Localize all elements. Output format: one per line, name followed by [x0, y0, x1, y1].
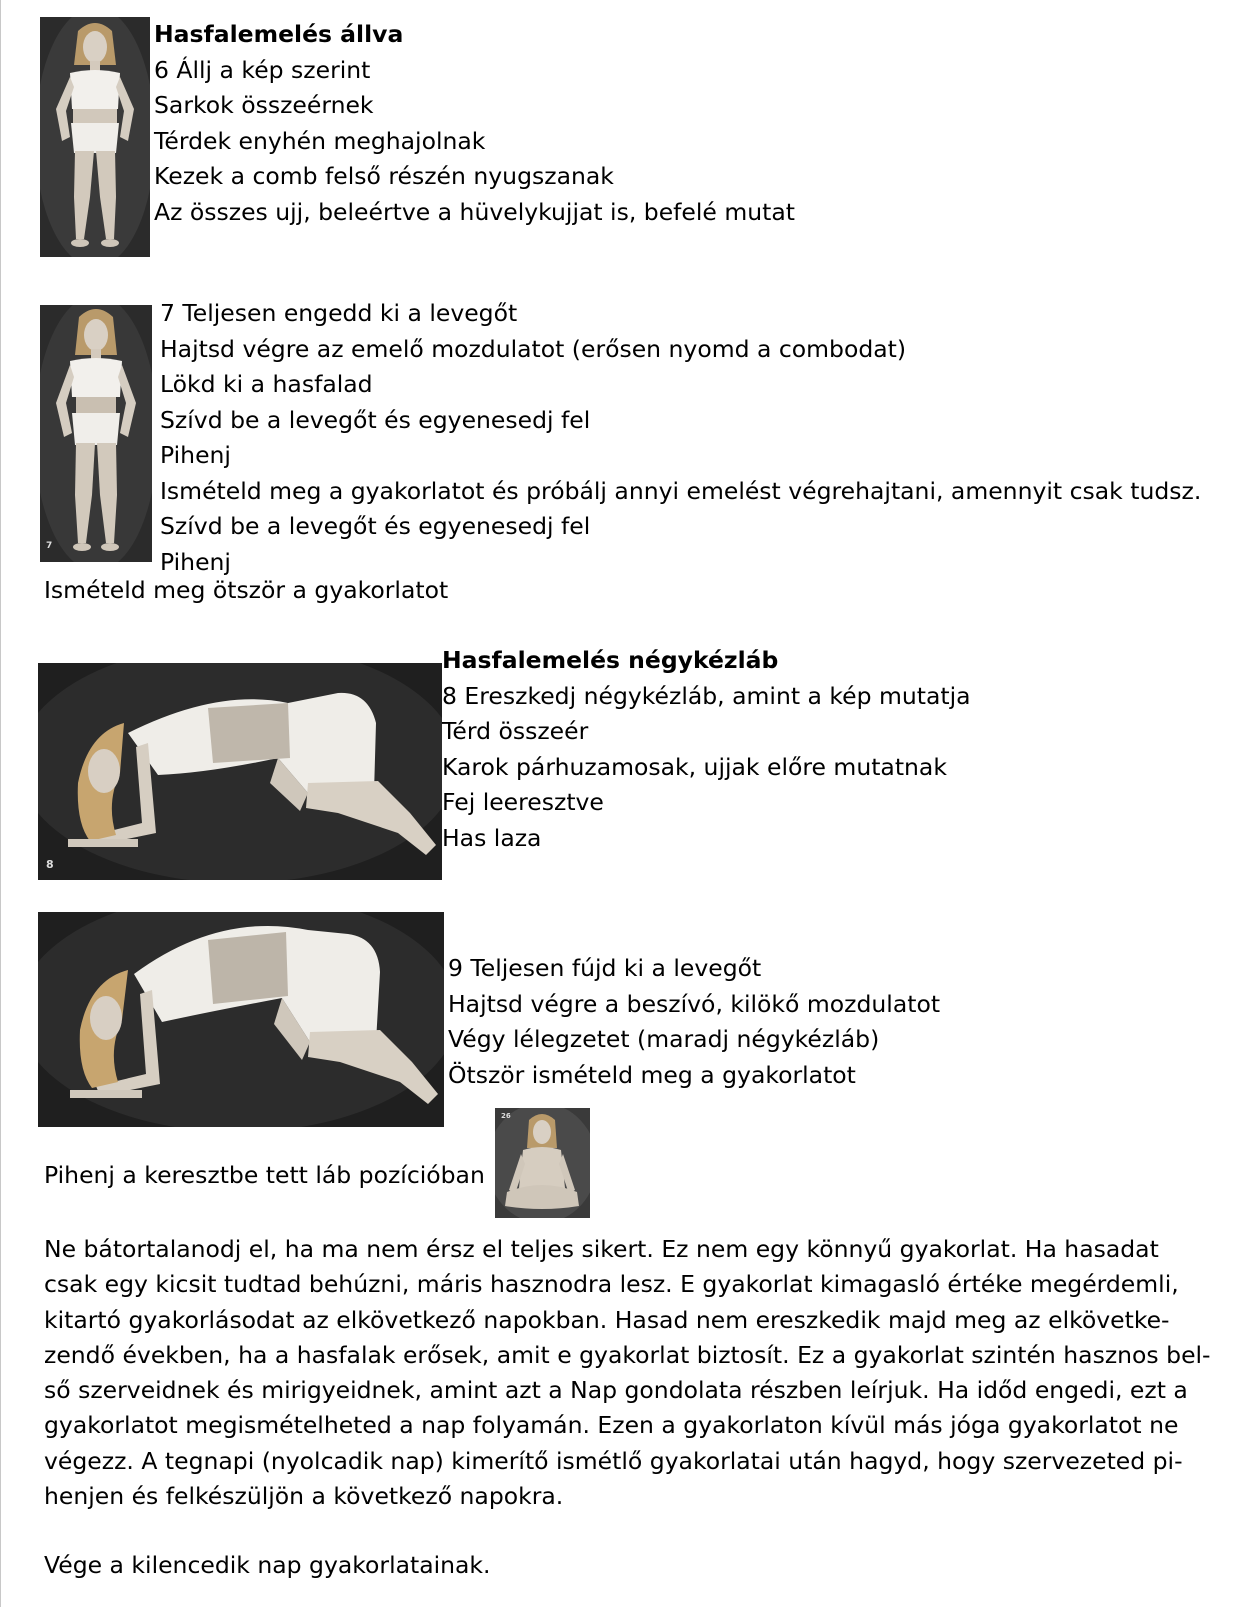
paragraph-line: henjen és felkészüljön a következő napokra. — [44, 1482, 564, 1511]
photo-standing-lift-7 — [40, 305, 152, 562]
instruction-line: Ismételd meg a gyakorlatot és próbálj annyi emelést végrehajtani, amennyit csak tudsz. — [160, 476, 1202, 505]
paragraph-line: csak egy kicsit tudtad behúzni, máris hasznodra lesz. E gyakorlat kimagasló értéke megérdemli, — [44, 1270, 1179, 1299]
section-breath-steps — [448, 951, 940, 1093]
paragraph-line: gyakorlatot megismételheted a nap folyamán. Ezen a gyakorlaton kívül más jóga gyakorlatot ne — [44, 1411, 1179, 1440]
photo-number-label: 26 — [501, 1112, 511, 1120]
instruction-line: Hajtsd végre az emelő mozdulatot (erősen nyomd a combodat) — [160, 334, 907, 363]
instruction-line: Pihenj — [160, 547, 231, 576]
instruction-line: Térdek enyhén meghajolnak — [154, 126, 486, 155]
photo-standing-pose-6 — [40, 17, 150, 257]
instruction-line: Szívd be a levegőt és egyenesedj fel — [160, 512, 591, 540]
instruction-line: 8 Ereszkedj négykézláb, amint a kép mutatja — [442, 681, 971, 710]
instruction-line: Pihenj — [160, 441, 231, 469]
all-fours-arched-figure-illustration — [38, 912, 444, 1127]
paragraph-line: ső szerveidnek és mirigyeidnek, amint azt a Nap gondolata részben leírjuk. Ha időd engedi, ezt a — [44, 1376, 1188, 1405]
all-fours-figure-illustration — [38, 663, 442, 880]
encouragement-paragraph — [44, 1232, 1211, 1514]
instruction-line: 9 Teljesen fújd ki a levegőt — [448, 954, 762, 982]
instruction-line: Ötször ismételd meg a gyakorlatot — [448, 1060, 856, 1089]
standing-figure-illustration — [40, 17, 150, 257]
rest-instruction: Pihenj a keresztbe tett láb pozícióban — [44, 1161, 485, 1189]
section-lift-steps — [160, 296, 1201, 580]
instruction-line: Kezek a comb felső részén nyugszanak — [154, 162, 614, 190]
section-title-standing-lift: Hasfalemelés állva — [154, 20, 404, 48]
instruction-line: Végy lélegzetet (maradj négykézláb) — [448, 1025, 880, 1053]
photo-all-fours-arched-9 — [38, 912, 444, 1127]
paragraph-line: Ne bátortalanodj el, ha ma nem érsz el teljes sikert. Ez nem egy könnyű gyakorlat. Ha hasadat — [44, 1235, 1159, 1263]
instruction-line: Fej leeresztve — [442, 788, 604, 816]
instruction-line: Lökd ki a hasfalad — [160, 370, 373, 398]
section-all-fours-lift — [442, 643, 971, 856]
photo-seated-cross-legged — [495, 1108, 590, 1218]
photo-number-label: 8 — [46, 858, 54, 871]
standing-lift-figure-illustration — [40, 305, 152, 562]
instruction-line: Térd összeér — [442, 717, 589, 745]
section-standing-lift — [154, 17, 795, 230]
instruction-line: Az összes ujj, beleértve a hüvelykujjat is, befelé mutat — [154, 197, 795, 226]
instruction-line: Has laza — [442, 823, 542, 852]
instruction-line: Szívd be a levegőt és egyenesedj fel — [160, 405, 591, 434]
paragraph-line: zendő években, ha a hasfalak erősek, amit e gyakorlat biztosít. Ez a gyakorlat szintén hasznos bel- — [44, 1340, 1211, 1369]
page-edge — [0, 0, 1, 1607]
instruction-line: 7 Teljesen engedd ki a levegőt — [160, 299, 518, 327]
instruction-line: Hajtsd végre a beszívó, kilökő mozdulatot — [448, 989, 941, 1018]
instruction-line: Sarkok összeérnek — [154, 91, 374, 119]
photo-all-fours-8 — [38, 663, 442, 880]
paragraph-line: kitartó gyakorlásodat az elkövetkező napokban. Hasad nem ereszkedik majd meg az elkövetke- — [44, 1305, 1170, 1334]
instruction-line: Karok párhuzamosak, ujjak előre mutatnak — [442, 752, 947, 781]
paragraph-line: végezz. A tegnapi (nyolcadik nap) kimerítő ismétlő gyakorlatai után hagyd, hogy szervezeted pi- — [44, 1446, 1183, 1475]
closing-line: Vége a kilencedik nap gyakorlatainak. — [44, 1551, 491, 1579]
seated-figure-illustration — [495, 1108, 590, 1218]
repeat-instruction: Ismételd meg ötször a gyakorlatot — [44, 576, 449, 604]
instruction-line: 6 Állj a kép szerint — [154, 55, 371, 84]
photo-number-label: 7 — [46, 541, 53, 551]
section-title-all-fours-lift: Hasfalemelés négykézláb — [442, 646, 779, 674]
